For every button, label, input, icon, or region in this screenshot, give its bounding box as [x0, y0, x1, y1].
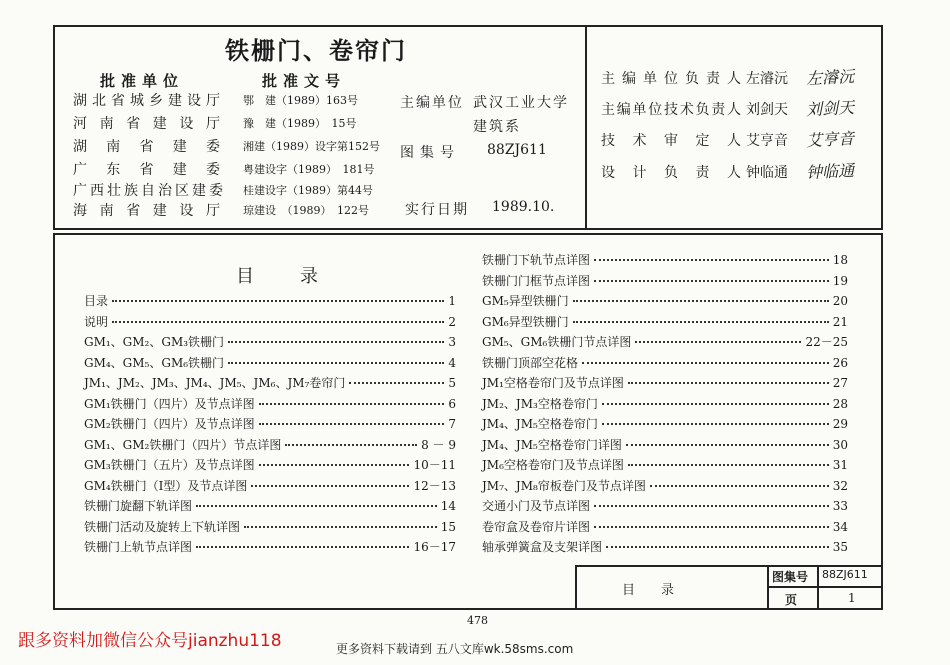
toc-entry — [482, 477, 848, 495]
toc-entry — [84, 518, 456, 536]
toc-leader — [628, 382, 829, 384]
signature: 左濬沅 — [805, 66, 855, 89]
responsible-role: 主编单位技术负责人 — [601, 102, 741, 118]
editor-value: 武汉工业大学 — [473, 95, 569, 111]
toc-entry — [84, 313, 456, 331]
toc-entry-page: 27 — [832, 376, 848, 390]
toc-entry-label: JM₇、JM₈帘板卷门及节点详图 — [482, 478, 646, 493]
approval-unit: 广东省建委 — [73, 162, 223, 178]
editor-value-line2: 建筑系 — [473, 119, 521, 135]
toc-entry-page: 12－13 — [413, 478, 456, 493]
title-block-atlas-label: 图集号 — [772, 570, 809, 584]
impl-date-label: 实行日期 — [405, 202, 469, 218]
page-number: 478 — [467, 614, 488, 627]
approval-unit: 湖北省城乡建设厅 — [73, 93, 223, 109]
toc-entry-label: GM₂铁栅门（四片）及节点详图 — [84, 417, 255, 431]
approval-doc: 湘建（1989）设字第152号 — [243, 140, 380, 153]
toc-entry-page: 16－17 — [413, 540, 456, 554]
toc-entry-page: 14 — [440, 499, 456, 513]
toc-entry-page: 2 — [448, 314, 456, 329]
toc-leader — [259, 423, 445, 425]
toc-entry — [482, 272, 848, 290]
toc-entry-page: 4 — [448, 355, 456, 370]
toc-entry — [84, 292, 456, 310]
toc-leader — [259, 464, 410, 466]
toc-entry — [482, 436, 848, 454]
toc-entry-page: 18 — [832, 253, 848, 267]
toc-entry-label: GM₁铁栅门（四片）及节点详图 — [84, 396, 255, 411]
approval-doc: 鄂 建（1989）163号 — [243, 94, 358, 107]
signature: 钟临通 — [805, 160, 855, 183]
responsible-name: 左濬沅 — [746, 71, 788, 87]
toc-leader — [594, 505, 829, 507]
toc-entry-label: GM₆异型铁栅门 — [482, 314, 569, 329]
toc-entry — [84, 415, 456, 433]
page-title: 铁栅门、卷帘门 — [225, 36, 407, 65]
toc-entry-label: 铁栅门旋翻下轨详图 — [84, 499, 193, 513]
approval-unit: 河南省建设厅 — [73, 116, 223, 132]
toc-entry — [84, 436, 456, 454]
toc-entry-page: 26 — [832, 355, 848, 370]
toc-entry — [482, 456, 848, 474]
toc-entry-page: 30 — [832, 437, 848, 452]
toc-entry — [84, 374, 456, 392]
toc-entry-page: 7 — [448, 417, 456, 431]
title-block-atlas-value: 88ZJ611 — [822, 568, 868, 581]
toc-entry-label: GM₁、GM₂、GM₃铁栅门 — [84, 335, 225, 349]
toc-entry — [482, 415, 848, 433]
signature: 刘剑天 — [805, 97, 855, 120]
title-block-page-label: 页 — [785, 593, 798, 607]
approval-doc: 琼建设 （1989） 122号 — [243, 204, 369, 217]
toc-entry-page: 19 — [832, 273, 848, 288]
toc-entry — [482, 354, 848, 372]
toc-entry-label: 交通小门及节点详图 — [482, 499, 591, 513]
watermark-black: 更多资料下载请到 五八文库wk.58sms.com — [336, 642, 574, 656]
toc-leader — [251, 485, 409, 487]
toc-entry — [482, 518, 848, 536]
toc-entry-page: 33 — [832, 499, 848, 513]
atlas-no-value: 88ZJ611 — [487, 142, 547, 158]
toc-leader — [573, 321, 829, 323]
approval-doc: 桂建设字（1989）第44号 — [243, 184, 373, 197]
responsible-role: 主编单位负责人 — [601, 71, 741, 87]
toc-entry-label: GM₄、GM₅、GM₆铁栅门 — [84, 355, 225, 370]
approval-doc-header: 批准文号 — [262, 72, 347, 90]
toc-leader — [606, 546, 829, 548]
toc-entry — [84, 456, 456, 474]
toc-entry-label: GM₄铁栅门（Ⅰ型）及节点详图 — [84, 478, 248, 493]
toc-entry — [84, 497, 456, 515]
toc-entry — [482, 251, 848, 269]
toc-leader — [594, 259, 829, 261]
toc-entry — [84, 333, 456, 351]
toc-entry-page: 28 — [832, 396, 848, 411]
toc-entry — [482, 333, 848, 351]
toc-leader — [628, 464, 829, 466]
toc-leader — [582, 362, 829, 364]
toc-entry — [482, 395, 848, 413]
toc-entry-label: 目录 — [84, 294, 109, 308]
responsible-name: 艾亨音 — [746, 133, 788, 149]
toc-leader — [594, 280, 829, 282]
toc-entry-label: 铁栅门顶部空花格 — [482, 355, 579, 370]
toc-entry-page: 31 — [832, 458, 848, 472]
toc-leader — [650, 485, 829, 487]
title-block-page-value: 1 — [848, 591, 856, 605]
toc-entry-page: 10－11 — [413, 458, 456, 472]
toc-entry-label: JM₄、JM₅空格卷帘门 — [482, 417, 598, 431]
toc-entry-label: 卷帘盒及卷帘片详图 — [482, 519, 591, 534]
title-block-name: 目 录 — [622, 583, 675, 598]
responsible-role: 设计负责人 — [601, 165, 741, 181]
impl-date-value: 1989.10. — [492, 199, 555, 215]
approval-unit: 广西壮族自治区建委 — [73, 183, 226, 199]
toc-entry-page: 35 — [832, 540, 848, 554]
toc-entry-label: 铁栅门门框节点详图 — [482, 273, 591, 288]
toc-entry-page: 22－25 — [805, 335, 848, 349]
toc-leader — [112, 321, 444, 323]
toc-leader — [228, 362, 444, 364]
toc-entry-page: 8 － 9 — [421, 437, 456, 452]
toc-entry-label: 轴承弹簧盒及支架详图 — [482, 540, 603, 554]
toc-entry-label: GM₅异型铁栅门 — [482, 294, 569, 308]
toc-leader — [573, 300, 829, 302]
toc-entry-label: GM₁、GM₂铁栅门（四片）节点详图 — [84, 437, 282, 452]
signature: 艾亨音 — [805, 128, 855, 151]
toc-entry-label: 铁栅门下轨节点详图 — [482, 253, 591, 267]
editor-label: 主编单位 — [400, 95, 464, 111]
responsible-name: 刘剑天 — [746, 102, 788, 118]
toc-entry-label: JM₁、JM₂、JM₃、JM₄、JM₅、JM₆、JM₇卷帘门 — [84, 376, 346, 390]
toc-entry-label: JM₂、JM₃空格卷帘门 — [482, 396, 598, 411]
toc-entry-page: 29 — [832, 417, 848, 431]
toc-entry-label: JM₆空格卷帘门及节点详图 — [482, 458, 624, 472]
toc-leader — [349, 382, 444, 384]
toc-entry-label: 铁栅门上轨节点详图 — [84, 540, 193, 554]
toc-entry-page: 21 — [832, 314, 848, 329]
toc-entry-page: 15 — [440, 519, 456, 534]
header-divider — [585, 25, 587, 230]
responsible-role: 技术审定人 — [601, 133, 741, 149]
toc-entry-label: 说明 — [84, 314, 109, 329]
toc-entry — [84, 354, 456, 372]
toc-entry — [482, 374, 848, 392]
toc-entry-page: 1 — [448, 294, 456, 308]
approval-doc: 豫 建（1989） 15号 — [243, 117, 357, 130]
toc-leader — [196, 505, 437, 507]
toc-leader — [635, 341, 801, 343]
toc-entry-label: 铁栅门活动及旋转上下轨详图 — [84, 519, 241, 534]
toc-leader — [259, 403, 445, 405]
toc-leader — [112, 300, 444, 302]
toc-leader — [228, 341, 444, 343]
toc-leader — [602, 423, 829, 425]
toc-entry — [482, 292, 848, 310]
approval-unit: 海南省建设厅 — [73, 203, 223, 219]
toc-entry-page: 34 — [832, 519, 848, 534]
toc-entry — [84, 477, 456, 495]
toc-leader — [602, 403, 829, 405]
approval-unit: 湖南省建委 — [73, 139, 223, 155]
toc-entry — [482, 313, 848, 331]
toc-entry — [84, 395, 456, 413]
toc-leader — [285, 444, 417, 446]
atlas-no-label: 图集号 — [400, 145, 460, 161]
responsible-name: 钟临通 — [746, 165, 788, 181]
toc-entry-label: JM₄、JM₅空格卷帘门详图 — [482, 437, 622, 452]
toc-entry-label: GM₅、GM₆铁栅门节点详图 — [482, 335, 632, 349]
toc-entry — [482, 538, 848, 556]
toc-title: 目 录 — [236, 266, 332, 287]
toc-entry — [84, 538, 456, 556]
title-block-divider-h — [767, 586, 883, 588]
toc-entry-label: GM₃铁栅门（五片）及节点详图 — [84, 458, 255, 472]
toc-entry-page: 3 — [448, 335, 456, 349]
toc-entry-page: 20 — [832, 294, 848, 308]
toc-entry-page: 5 — [448, 376, 456, 390]
toc-entry-page: 32 — [832, 478, 848, 493]
toc-leader — [594, 526, 829, 528]
toc-entry — [482, 497, 848, 515]
toc-entry-page: 6 — [448, 396, 456, 411]
toc-leader — [244, 526, 437, 528]
toc-entry-label: JM₁空格卷帘门及节点详图 — [482, 376, 624, 390]
toc-leader — [196, 546, 409, 548]
approval-doc: 粤建设字（1989） 181号 — [243, 163, 375, 176]
watermark-red: 跟多资料加微信公众号jianzhu118 — [18, 631, 282, 651]
toc-leader — [626, 444, 829, 446]
approval-unit-header: 批准单位 — [100, 72, 185, 90]
